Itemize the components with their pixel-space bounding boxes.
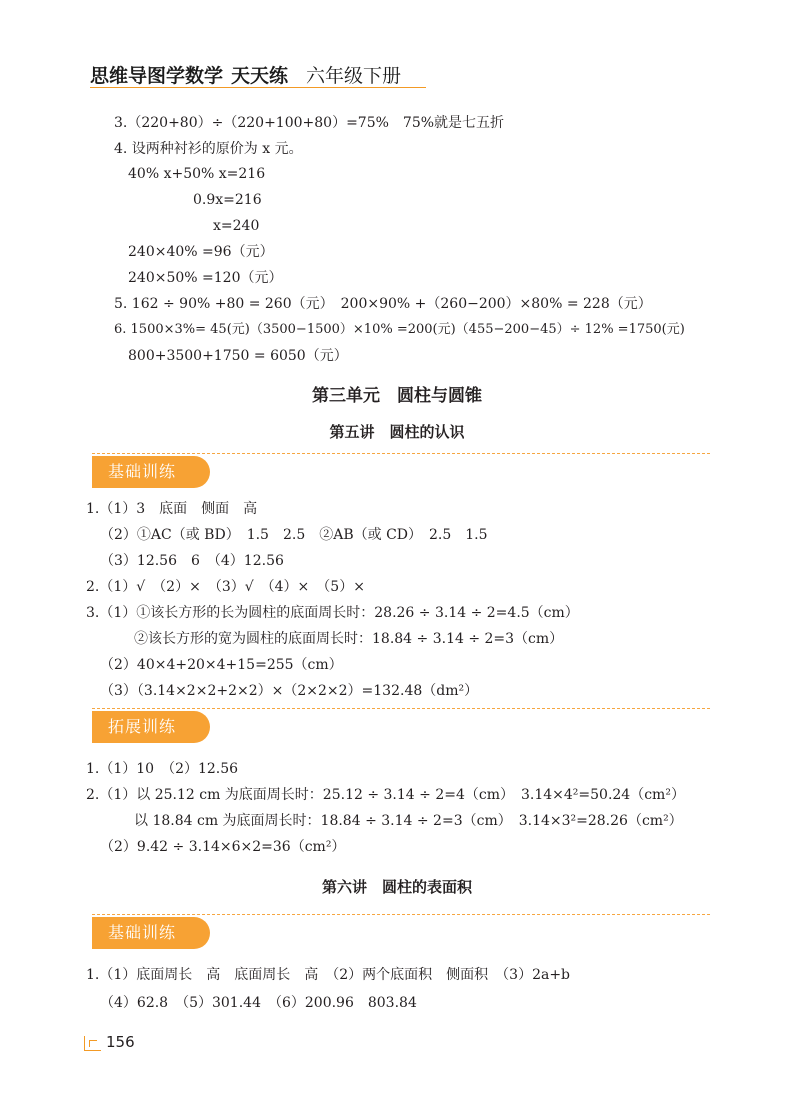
book-header (90, 62, 401, 90)
book-title: 思维导图学数学 (90, 65, 224, 87)
header-rule (90, 87, 426, 88)
section-tab-extension: 拓展训练 (92, 711, 210, 743)
section-tab-basic: 基础训练 (92, 456, 210, 488)
answer-line: （2）40×4+20×4+15=255（cm） (100, 657, 343, 673)
answer-line: 2.（1）以 25.12 cm 为底面周长时：25.12 ÷ 3.14 ÷ 2=4（cm） 3.14×4²=50.24（cm²） (86, 787, 685, 803)
answer-line: （2）9.42 ÷ 3.14×6×2=36（cm²） (100, 839, 346, 855)
answer-line: （3）12.56 6 （4）12.56 (100, 553, 284, 569)
book-subtitle: 天天练 (231, 65, 289, 87)
section-divider (92, 708, 710, 709)
answer-line: 800+3500+1750 = 6050（元） (128, 348, 348, 364)
answer-line: 3.（1）①该长方形的长为圆柱的底面周长时：28.26 ÷ 3.14 ÷ 2=4.5（cm） (86, 605, 579, 621)
equation-line: 40% x+50% x=216 (128, 166, 266, 182)
equation-line: 240×50% =120（元） (128, 270, 283, 286)
answer-line: ②该长方形的宽为圆柱的底面周长时：18.84 ÷ 3.14 ÷ 2=3（cm） (134, 631, 564, 647)
answer-line: 1.（1）3 底面 侧面 高 (86, 501, 258, 517)
equation-line: x=240 (213, 218, 260, 234)
equation-line: 240×40% =96（元） (128, 244, 274, 260)
answer-line: （3）（3.14×2×2+2×2）×（2×2×2）=132.48（dm²） (100, 683, 479, 699)
page-corner-mark-inner (89, 1040, 97, 1047)
answer-line: 2.（1）√ （2）× （3）√ （4）× （5）× (86, 579, 365, 595)
answer-line: 5. 162 ÷ 90% +80 = 260（元） 200×90% +（260−200）×80% = 228（元） (114, 296, 652, 312)
answer-line: （2）①AC（或 BD） 1.5 2.5 ②AB（或 CD） 2.5 1.5 (100, 527, 488, 543)
unit-title: 第三单元 圆柱与圆锥 (312, 386, 482, 406)
section-tab-basic: 基础训练 (92, 917, 210, 949)
section-divider (92, 453, 710, 454)
lecture-title: 第六讲 圆柱的表面积 (321, 878, 472, 896)
equation-line: 0.9x=216 (193, 192, 262, 208)
section-divider (92, 914, 710, 915)
answer-line: 4. 设两种衬衫的原价为 x 元。 (114, 141, 303, 157)
answer-line: 6. 1500×3%= 45(元)（3500−1500）×10% =200(元)（455−200−45）÷ 12% =1750(元) (114, 322, 685, 337)
page-number: 156 (106, 1033, 135, 1051)
answer-line: 1.（1）底面周长 高 底面周长 高 （2）两个底面积 侧面积 （3）2a+b (86, 967, 571, 983)
answer-line: 1.（1）10 （2）12.56 (86, 761, 239, 777)
answer-line: 以 18.84 cm 为底面周长时：18.84 ÷ 3.14 ÷ 2=3（cm） 3.14×3²=28.26（cm²） (134, 813, 683, 829)
book-grade: 六年级下册 (306, 65, 402, 87)
answer-line: （4）62.8 （5）301.44 （6）200.96 803.84 (100, 995, 417, 1011)
lecture-title: 第五讲 圆柱的认识 (329, 423, 465, 441)
answer-line: 3.（220+80）÷（220+100+80）=75% 75%就是七五折 (114, 115, 505, 131)
